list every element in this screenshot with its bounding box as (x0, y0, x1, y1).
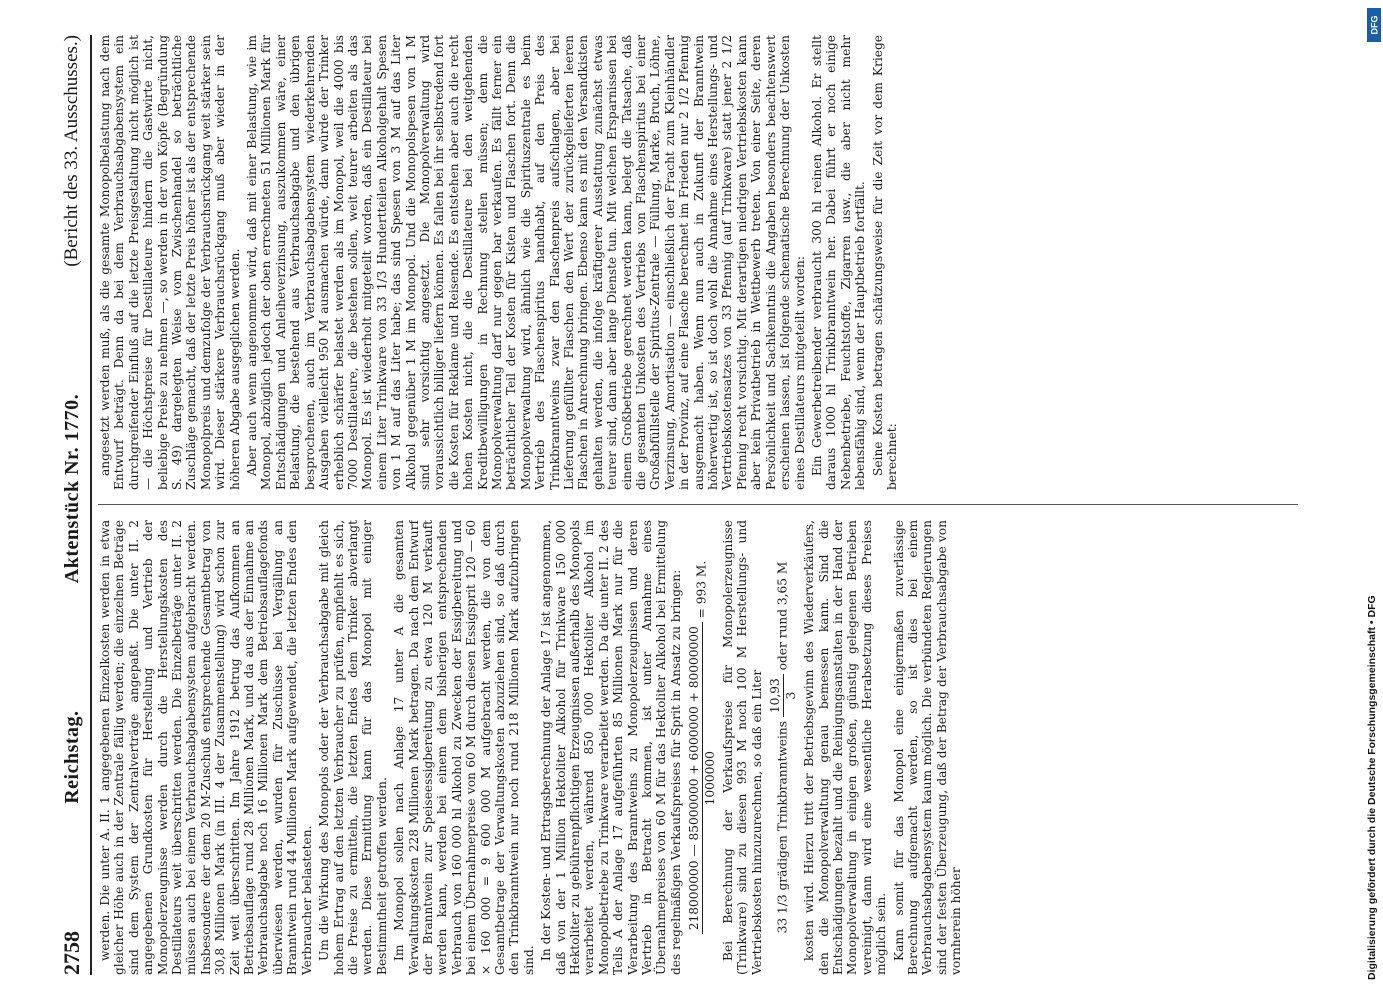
paragraph: Bei Berechnung der Verkaufspreise für Monopolerzeugnisse (Trinkware) sind zu diesen 993 M noch 100 M Herstellungs- und Vertriebskosten hinzuzurechnen, so daß ein Liter (721, 520, 764, 975)
page-number: 2758 (59, 931, 84, 975)
paragraph: werden. Die unter A. II. 1 angegebenen Einzelkosten werden in etwa gleicher Höhe auch in der Zentrale fällig werden; die einzelnen Beträge sind dem System der Zentralverträge angepaßt. Die unter II. 2 angegebenen Grundkosten für Herstellung und Vertrieb der Monopolerzeugnisse werden durch die Herstellungskosten des Destillateurs weit überschritten werden. Die Einzelbeträge unter II. 2 müssen auch bei einem Verbrauchsabgabensystem aufgebracht werden. Insbesondere der dem 20 M-Zuschuß entsprechende Gesamtbetrag von 30,8 Millionen Mark (in III. 4 der Zusammenstellung) wird schon zur Zeit weit überschritten. Im Jahre 1912 betrug das Aufkommen an Betriebsauflage rund 28 Millionen Mark, und da aus der Einnahme an Verbrauchsabgabe noch 16 Millionen Mark dem Betriebsauflagefonds überwiesen werden, wurden für Zuschüsse bei Vergällung an Branntwein rund 44 Millionen Mark aufgewendet, die letzten Endes den Verbraucher belasteten. (98, 520, 314, 975)
paragraph: Aber auch wenn angenommen wird, daß mit einer Belastung, wie im Monopol, abzüglich jedoch der oben errechneten 51 Millionen Mark für Entschädigungen und Anleiheverzinsung, auszukommen wäre, einer Belastung, die bestehend aus Verbrauchsabgabe und den übrigen besprochenen, auch im Verbrauchsabgabensystem wiederkehrenden Ausgaben vielleicht 950 M ausmachen würde, dann würde der Trinker erheblich schärfer belastet werden als im Monopol, weil die 4000 bis 7000 Destillateure, die bestehen sollen, weit teurer arbeiten als das Monopol. Es ist wiederholt mitgeteilt worden, daß ein Destillateur bei einem Liter Trinkware von 33 1/3 Hundertteilen Alkoholgehalt Spesen von 1 M auf das Liter habe; das sind Spesen von 3 M auf das Liter Alkohol gegenüber 1 M im Monopol. Und die Monopolspesen von 1 M sind sehr vorsichtig angesetzt. Die Monopolverwaltung wird voraussichtlich billiger liefern können. Es fallen bei ihr selbstredend fort die Kosten für Reklame und Reisende. Es entstehen aber auch die recht hohen Kosten nicht, die die Destillateure bei den weitgehenden Kreditbewilligungen in Rechnung stellen müssen; denn die Monopolverwaltung darf nur gegen bar verkaufen. Es fällt ferner ein beträchtlicher Teil der Kosten für Kisten und Flaschen fort. Denn die Monopolverwaltung wird, ähnlich wie die Spirituszentrale es beim Vertrieb des Flaschenspiritus handhabt, auf den Preis des Trinkbranntweins zwar den Flaschenpreis aufschlagen, aber bei Lieferung gefüllter Flaschen den Wert der zurückgelieferten leeren Flaschen in Anrechnung bringen. Ebenso kann es mit den Versandkisten gehalten werden, die infolge kräftigerer Ausstattung zunächst etwas teurer sind, dann aber lange Dienste tun. Mit welchen Ersparnissen bei einem Großbetriebe gerechnet werden kann, belegt die Tatsache, daß die gesamten Unkosten des Vertriebs von Flaschenspiritus bei einer Großabfüllstelle der Spiritus-Zentrale — Füllung, Marke, Bruch, Löhne, Verzinsung, Amortisation — einschließlich der Fracht zum Kleinhändler in der Provinz, auf eine Flasche berechnet im Frieden nur 2 1/2 Pfennig ausgemacht haben. Wenn nun auch in Zukunft der Branntwein höherwertig ist, so ist doch wohl die Annahme eines Herstellungs- und Vertriebskostensatzes von 33 Pfennig (auf Trinkware) statt jener 2 1/2 Pfennig recht vorsichtig. Mit derartigen niedrigen Vertriebskosten kann aber kein Privatbetrieb in Wettbewerb treten. Von einer Seite, deren Persönlichkeit und Sachkenntnis die Angaben besonders beachtenswert erscheinen lassen, ist folgende schematische Berechnung der Unkosten eines Destillateurs mitgeteilt worden: (245, 35, 807, 490)
paragraph: Kann somit für das Monopol eine einigermaßen zuverlässige Berechnung aufgemacht werden, so ist dies bei einem Verbrauchsabgabensystem kaum möglich. Die verbündeten Regierungen sind der festen Überzeugung, daß der Betrag der Verbrauchsabgabe von vornherein höher (891, 520, 964, 975)
paragraph: Seine Kosten betragen schätzungsweise für die Zeit vor dem Kriege berechnet: (870, 35, 899, 490)
paragraph: angesetzt werden muß, als die gesamte Monopolbelastung nach dem Entwurf beträgt. Denn da bei dem Verbrauchsabgabensystem ein durchgreifender Einfluß auf die letzte Preisgestaltung nicht möglich ist — die Höchstpreise für Destillateure hindern die Gastwirte nicht, beliebige Preise zu nehmen —, so werden in der von Köpfe (Begründung S. 49) dargelegten Weise vom Zwischenhandel so beträchtliche Zuschläge gemacht, daß der letzte Preis höher ist als der entsprechende Monopolpreis und demzufolge der Verbrauchsrückgang weit stärker sein wird. Dieser stärkere Verbrauchsrückgang muß aber wieder in der höheren Abgabe ausgeglichen werden. (98, 35, 242, 490)
paragraph: In der Kosten- und Ertragsberechnung der Anlage 17 ist angenommen, daß von der 1 Million Hektoliter Alkohol für Trinkware 150 000 Hektoliter zu gebührenpflichtigen Erzeugnissen außerhalb des Monopols verarbeitet werden, während 850 000 Hektoliter Alkohol im Monopolbetriebe zu Trinkware verarbeitet werden. Da die unter II. 2 des Teils A der Anlage 17 aufgeführten 85 Millionen Mark nur für die Verarbeitung des Branntweins zu Monopolerzeugnissen und deren Vertrieb in Betracht kommen, ist unter Annahme eines Übernahmepreises von 60 M für das Hektoliter Alkohol bei Ermittelung des regelmäßigen Verkaufspreises für Sprit in Ansatz zu bringen: (539, 520, 683, 975)
report-title: (Bericht des 33. Ausschusses.) (61, 35, 82, 267)
left-column (98, 520, 1298, 975)
digitization-credit: Digitalisierung gefördert durch die Deutsche Forschungsgemeinschaft • DFG (1366, 595, 1378, 980)
dfg-logo-text: DFG (1369, 15, 1379, 35)
formula-numerator: 218000000 — 85000000 + 6000000 + 80000000 (687, 622, 702, 934)
formula-result: = 993 M. (694, 560, 709, 619)
formula-denominator: 1000000 (702, 751, 717, 806)
dfg-logo (1367, 8, 1381, 42)
formula-text: oder rund 3,65 M (775, 561, 790, 671)
column-divider (98, 505, 1298, 506)
document-number: Aktenstück Nr. 1770. (60, 393, 83, 584)
paragraph: kosten wird. Hierzu tritt der Betriebsgewinn des Wiederverkäufers, den die Monopolverwaltung genau bemessen kann. Sind die Entschädigungen bezahlt und die Reinigungsanstalten in der Hand der Monopolverwaltung in einigen großen, günstig gelegenen Betrieben vereinigt, dann wird eine wesentliche Herabsetzung dieses Preises möglich sein. (802, 520, 889, 975)
formula-denominator: 3 (783, 691, 798, 700)
parliament-title: Reichstag. (60, 710, 83, 804)
formula-text: 33 1/3 grädigen Trinkbranntweins (775, 720, 790, 934)
paragraph: Ein Gewerbetreibender verbraucht 300 hl reinen Alkohol. Er stellt daraus 1000 hl Trinkbranntwein her. Dabei führt er noch einige Nebenbetriebe, Feuchtstoffe, Zigarren usw., die aber nicht mehr lebensfähig sind, wenn der Hauptbetrieb fortfällt. (809, 35, 868, 490)
right-column (98, 35, 1298, 490)
formula-numerator: 10,93 (768, 674, 783, 717)
formula-fraction (768, 674, 798, 717)
price-formula (687, 520, 717, 975)
paragraph: Im Monopol sollen nach Anlage 17 unter A die gesamten Verwaltungskosten 228 Millionen Mark betragen. Da nach dem Entwurf der Branntwein zur Speiseessigbereitung zu etwa 120 M verkauft werden kann, werden bei einem dem bisherigen entsprechenden Verbrauch von 160 000 hl Alkohol zu Zwecken der Essigbereitung und bei einem Übernahmepreise von 60 M durch diesen Essigsprit 120 — 60 × 160 000 = 9 600 000 M aufgebracht werden, die von dem Gesamtbetrage der Verwaltungskosten abzuziehen sind, so daß durch den Trinkbranntwein nur noch rund 218 Millionen Mark aufzubringen sind. (392, 520, 536, 975)
formula-fraction (687, 622, 717, 934)
paragraph: Um die Wirkung des Monopols oder der Verbrauchsabgabe mit gleich hohem Ertrag auf den letzten Verbraucher zu prüfen, empfiehlt es sich, die Preise zu ermitteln, die letzten Endes dem Trinker abverlangt werden. Diese Ermittlung kann für das Monopol mit einiger Bestimmtheit getroffen werden. (317, 520, 389, 975)
text-columns (98, 35, 1298, 975)
page-header (54, 35, 92, 975)
document-page (54, 35, 1324, 975)
liter-price-formula (768, 520, 798, 975)
